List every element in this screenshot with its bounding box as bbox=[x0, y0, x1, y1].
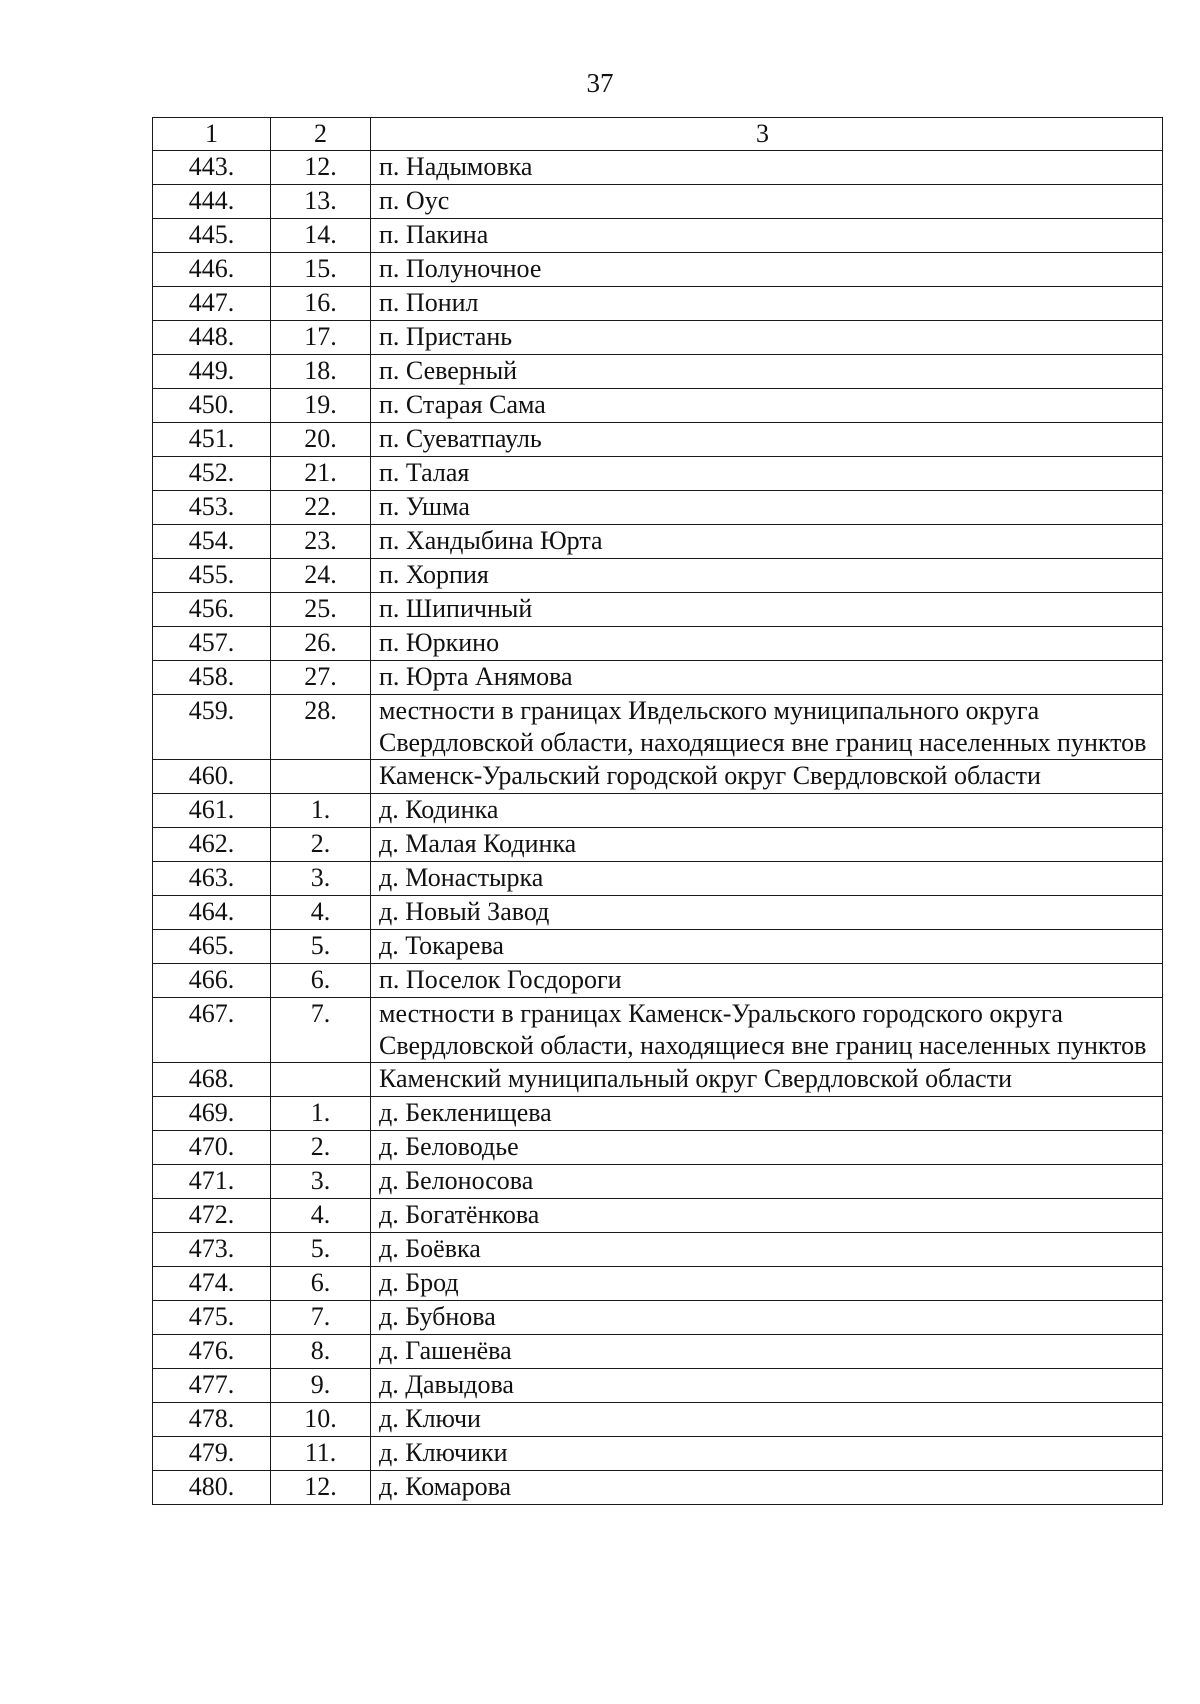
row-sub-number: 7. bbox=[271, 1301, 371, 1335]
row-settlement-name: Каменск-Уральский городской округ Свердловской области bbox=[371, 760, 1163, 794]
row-number: 445. bbox=[153, 219, 271, 253]
row-settlement-name: п. Полуночное bbox=[371, 253, 1163, 287]
row-sub-number: 2. bbox=[271, 1131, 371, 1165]
row-sub-number: 24. bbox=[271, 559, 371, 593]
row-sub-number: 21. bbox=[271, 457, 371, 491]
row-settlement-name: п. Суеватпауль bbox=[371, 423, 1163, 457]
row-number: 472. bbox=[153, 1199, 271, 1233]
row-number: 443. bbox=[153, 151, 271, 185]
row-settlement-name: п. Шипичный bbox=[371, 593, 1163, 627]
row-number: 456. bbox=[153, 593, 271, 627]
row-sub-number: 18. bbox=[271, 355, 371, 389]
table-row bbox=[153, 151, 1163, 185]
row-sub-number: 7. bbox=[271, 998, 371, 1063]
row-settlement-name: д. Кодинка bbox=[371, 794, 1163, 828]
row-sub-number: 20. bbox=[271, 423, 371, 457]
row-number: 478. bbox=[153, 1403, 271, 1437]
row-sub-number: 15. bbox=[271, 253, 371, 287]
row-number: 460. bbox=[153, 760, 271, 794]
row-sub-number: 11. bbox=[271, 1437, 371, 1471]
row-sub-number: 6. bbox=[271, 1267, 371, 1301]
row-settlement-name: п. Талая bbox=[371, 457, 1163, 491]
header-col-3: 3 bbox=[371, 118, 1163, 151]
row-settlement-name: д. Давыдова bbox=[371, 1369, 1163, 1403]
table-row bbox=[153, 695, 1163, 760]
table-row bbox=[153, 760, 1163, 794]
row-sub-number bbox=[271, 760, 371, 794]
table-row bbox=[153, 1233, 1163, 1267]
table-row bbox=[153, 1063, 1163, 1097]
row-number: 452. bbox=[153, 457, 271, 491]
row-settlement-name: д. Новый Завод bbox=[371, 896, 1163, 930]
row-number: 449. bbox=[153, 355, 271, 389]
table-row bbox=[153, 355, 1163, 389]
row-settlement-name: п. Старая Сама bbox=[371, 389, 1163, 423]
table-row bbox=[153, 253, 1163, 287]
page-number: 37 bbox=[586, 68, 614, 98]
row-sub-number: 19. bbox=[271, 389, 371, 423]
row-settlement-name: местности в границах Ивдельского муниципального округа Свердловской области, находящиеся вне границ населенных пунктов bbox=[371, 695, 1163, 760]
row-settlement-name: д. Комарова bbox=[371, 1471, 1163, 1505]
row-settlement-name: д. Малая Кодинка bbox=[371, 828, 1163, 862]
row-number: 473. bbox=[153, 1233, 271, 1267]
settlements-table bbox=[152, 117, 1163, 1505]
row-number: 455. bbox=[153, 559, 271, 593]
row-number: 461. bbox=[153, 794, 271, 828]
table-row bbox=[153, 896, 1163, 930]
table-row bbox=[153, 287, 1163, 321]
table-body bbox=[153, 151, 1163, 1505]
table-row bbox=[153, 1301, 1163, 1335]
row-number: 465. bbox=[153, 930, 271, 964]
row-number: 477. bbox=[153, 1369, 271, 1403]
table-row bbox=[153, 1403, 1163, 1437]
table-row bbox=[153, 828, 1163, 862]
row-sub-number: 8. bbox=[271, 1335, 371, 1369]
row-sub-number: 3. bbox=[271, 1165, 371, 1199]
table-row bbox=[153, 998, 1163, 1063]
table-row bbox=[153, 1267, 1163, 1301]
row-number: 468. bbox=[153, 1063, 271, 1097]
row-sub-number: 4. bbox=[271, 1199, 371, 1233]
row-settlement-name: д. Токарева bbox=[371, 930, 1163, 964]
row-sub-number: 28. bbox=[271, 695, 371, 760]
row-number: 479. bbox=[153, 1437, 271, 1471]
row-settlement-name: д. Беловодье bbox=[371, 1131, 1163, 1165]
table-row bbox=[153, 389, 1163, 423]
row-sub-number: 22. bbox=[271, 491, 371, 525]
table-row bbox=[153, 964, 1163, 998]
row-number: 462. bbox=[153, 828, 271, 862]
row-number: 474. bbox=[153, 1267, 271, 1301]
row-sub-number: 25. bbox=[271, 593, 371, 627]
row-sub-number: 14. bbox=[271, 219, 371, 253]
header-col-2: 2 bbox=[271, 118, 371, 151]
row-sub-number: 23. bbox=[271, 525, 371, 559]
row-sub-number: 13. bbox=[271, 185, 371, 219]
table-row bbox=[153, 525, 1163, 559]
row-number: 447. bbox=[153, 287, 271, 321]
table-row bbox=[153, 457, 1163, 491]
table-row bbox=[153, 1437, 1163, 1471]
table-row bbox=[153, 185, 1163, 219]
row-sub-number: 12. bbox=[271, 151, 371, 185]
row-settlement-name: п. Пакина bbox=[371, 219, 1163, 253]
row-settlement-name: п. Поселок Госдороги bbox=[371, 964, 1163, 998]
row-number: 450. bbox=[153, 389, 271, 423]
row-number: 469. bbox=[153, 1097, 271, 1131]
row-number: 458. bbox=[153, 661, 271, 695]
row-settlement-name: п. Надымовка bbox=[371, 151, 1163, 185]
row-settlement-name: д. Монастырка bbox=[371, 862, 1163, 896]
row-number: 459. bbox=[153, 695, 271, 760]
row-sub-number: 9. bbox=[271, 1369, 371, 1403]
table-row bbox=[153, 1131, 1163, 1165]
row-settlement-name: Каменский муниципальный округ Свердловской области bbox=[371, 1063, 1163, 1097]
row-number: 467. bbox=[153, 998, 271, 1063]
table-row bbox=[153, 219, 1163, 253]
row-sub-number: 1. bbox=[271, 1097, 371, 1131]
row-settlement-name: д. Боёвка bbox=[371, 1233, 1163, 1267]
row-settlement-name: п. Хорпия bbox=[371, 559, 1163, 593]
table-header-row bbox=[153, 118, 1163, 151]
row-sub-number: 17. bbox=[271, 321, 371, 355]
row-settlement-name: д. Брод bbox=[371, 1267, 1163, 1301]
row-settlement-name: п. Оус bbox=[371, 185, 1163, 219]
row-number: 451. bbox=[153, 423, 271, 457]
table-row bbox=[153, 559, 1163, 593]
table-row bbox=[153, 794, 1163, 828]
row-settlement-name: д. Белоносова bbox=[371, 1165, 1163, 1199]
row-settlement-name: д. Бубнова bbox=[371, 1301, 1163, 1335]
row-number: 470. bbox=[153, 1131, 271, 1165]
row-number: 446. bbox=[153, 253, 271, 287]
row-settlement-name: п. Юрта Анямова bbox=[371, 661, 1163, 695]
row-number: 454. bbox=[153, 525, 271, 559]
table-row bbox=[153, 1165, 1163, 1199]
table-row bbox=[153, 593, 1163, 627]
row-sub-number: 2. bbox=[271, 828, 371, 862]
row-settlement-name: д. Гашенёва bbox=[371, 1335, 1163, 1369]
row-number: 457. bbox=[153, 627, 271, 661]
row-settlement-name: п. Понил bbox=[371, 287, 1163, 321]
table-row bbox=[153, 1199, 1163, 1233]
table-row bbox=[153, 1471, 1163, 1505]
row-number: 476. bbox=[153, 1335, 271, 1369]
row-sub-number: 4. bbox=[271, 896, 371, 930]
table-row bbox=[153, 862, 1163, 896]
table-row bbox=[153, 627, 1163, 661]
table-row bbox=[153, 661, 1163, 695]
row-number: 463. bbox=[153, 862, 271, 896]
row-sub-number: 1. bbox=[271, 794, 371, 828]
row-settlement-name: п. Северный bbox=[371, 355, 1163, 389]
row-settlement-name: д. Бекленищева bbox=[371, 1097, 1163, 1131]
row-number: 466. bbox=[153, 964, 271, 998]
row-number: 453. bbox=[153, 491, 271, 525]
table-row bbox=[153, 491, 1163, 525]
row-sub-number: 26. bbox=[271, 627, 371, 661]
row-number: 471. bbox=[153, 1165, 271, 1199]
row-settlement-name: п. Юркино bbox=[371, 627, 1163, 661]
row-settlement-name: п. Хандыбина Юрта bbox=[371, 525, 1163, 559]
table-row bbox=[153, 1097, 1163, 1131]
row-sub-number: 5. bbox=[271, 1233, 371, 1267]
row-sub-number: 5. bbox=[271, 930, 371, 964]
row-number: 444. bbox=[153, 185, 271, 219]
row-sub-number: 12. bbox=[271, 1471, 371, 1505]
row-sub-number: 16. bbox=[271, 287, 371, 321]
row-settlement-name: местности в границах Каменск-Уральского городского округа Свердловской области, находящиеся вне границ населенных пунктов bbox=[371, 998, 1163, 1063]
row-settlement-name: п. Пристань bbox=[371, 321, 1163, 355]
row-settlement-name: п. Ушма bbox=[371, 491, 1163, 525]
row-settlement-name: д. Ключи bbox=[371, 1403, 1163, 1437]
row-number: 480. bbox=[153, 1471, 271, 1505]
table-row bbox=[153, 1369, 1163, 1403]
table-row bbox=[153, 321, 1163, 355]
header-col-1: 1 bbox=[153, 118, 271, 151]
row-sub-number: 27. bbox=[271, 661, 371, 695]
row-sub-number bbox=[271, 1063, 371, 1097]
table-row bbox=[153, 423, 1163, 457]
row-sub-number: 10. bbox=[271, 1403, 371, 1437]
row-settlement-name: д. Ключики bbox=[371, 1437, 1163, 1471]
table-row bbox=[153, 1335, 1163, 1369]
row-number: 464. bbox=[153, 896, 271, 930]
row-number: 475. bbox=[153, 1301, 271, 1335]
row-number: 448. bbox=[153, 321, 271, 355]
row-sub-number: 6. bbox=[271, 964, 371, 998]
table-row bbox=[153, 930, 1163, 964]
row-settlement-name: д. Богатёнкова bbox=[371, 1199, 1163, 1233]
row-sub-number: 3. bbox=[271, 862, 371, 896]
